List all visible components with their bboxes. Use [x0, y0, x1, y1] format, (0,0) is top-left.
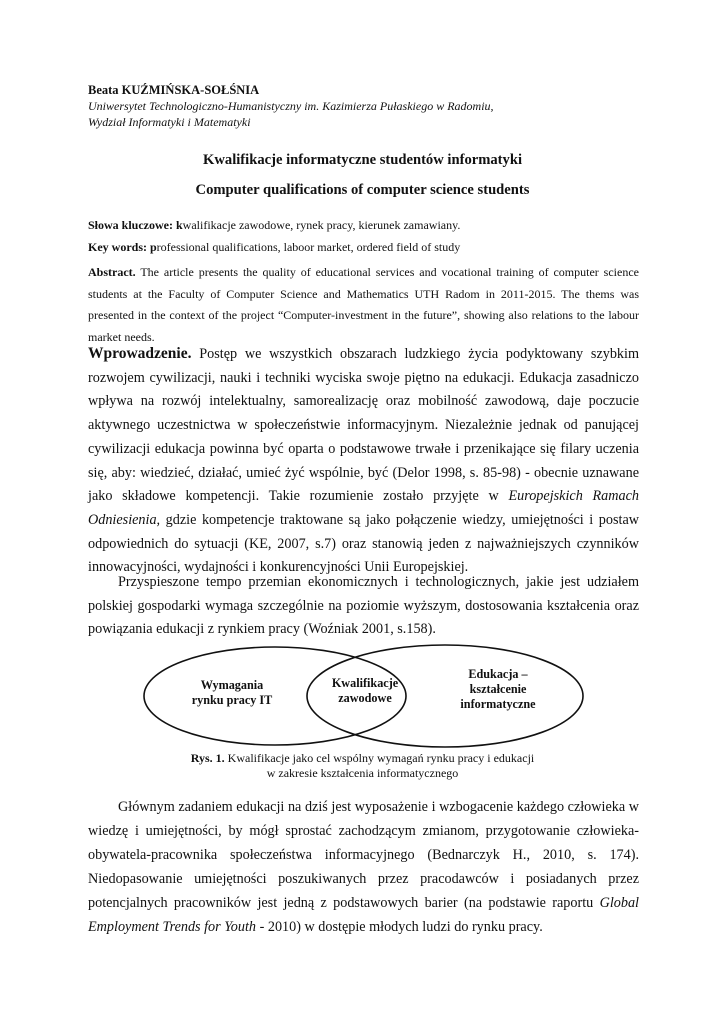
title-polish: Kwalifikacje informatyczne studentów informatyki: [203, 152, 522, 168]
paragraph-3: [88, 795, 639, 939]
paragraph-3-italic-ref: Global Employment Trends for Youth: [88, 895, 639, 935]
introduction-text-b: gdzie kompetencje traktowane są jako połączenie wiedzy, umiejętności i postaw odpowiednich do sytuacji (KE, 2007, s.7) oraz stanowią jeden z najważniejszych czynników innowacyjności, wydajności i konkurencyjności Unii Europejskiej.: [88, 511, 639, 576]
paragraph-2: Przyspieszone tempo przemian ekonomicznych i technologicznych, jakie jest udziałem polskiej gospodarki wymaga szczególnie na poziomie wyższym, dostosowania kształcenia oraz powiązania edukacji z rynkiem pracy (Woźniak 2001, s.158).: [88, 574, 639, 638]
author-name: Beata KUŹMIŃSKA-SOŁŚNIA: [88, 83, 260, 97]
venn-diagram: [140, 644, 590, 748]
keywords-polish: [88, 218, 460, 233]
figure-caption: [0, 751, 725, 781]
keywords-english-text: rofessional qualifications, laboor market, ordered field of study: [156, 240, 461, 254]
keywords-english-label: Key words: p: [88, 240, 157, 254]
introduction-text-a: Postęp we wszystkich obszarach ludzkiego życia podyktowany szybkim rozwojem cywilizacji, nauki i techniki wyciska swoje piętno na edukacji. Edukacja zasadniczo wpływa na rozwój intelektualny, samorealizację oraz mobilność zawodową, daje poczucie aktywnego uczestnictwa w społeczeństwie informacyjnym. Niezależnie jednak od panującej cywilizacji edukacja powinna być oparta o podstawowe trwałe i przenikające się filary uczenia się, aby: wiedzieć, działać, umieć żyć wspólnie, być (Delor 1998, s. 85-98) - obecnie uznawane jako składowe kompetencji. Takie rozumienie zostało przyjęte w: [88, 346, 639, 505]
abstract-text: The article presents the quality of educational services and vocational training of computer science students at the Faculty of Computer Science and Mathematics UTH Radom in 2011-2015. The thems was presented in the context of the project “Computer-investment in the future”, showing also relations to the labour market needs.: [88, 265, 639, 344]
venn-center-label-1: Kwalifikacje: [331, 676, 399, 690]
venn-center-label-2: zawodowe: [338, 691, 392, 705]
caption-label: Rys. 1.: [190, 751, 225, 765]
abstract-label: Abstract.: [88, 265, 136, 279]
affiliation: [88, 99, 494, 130]
introduction-paragraph: [88, 342, 639, 580]
venn-right-label-3: informatyczne: [460, 697, 536, 711]
keywords-polish-text: walifikacje zawodowe, rynek pracy, kierunek zamawiany.: [182, 218, 461, 232]
venn-right-label-1: Edukacja –: [468, 667, 528, 681]
venn-left-label-2: rynku pracy IT: [191, 693, 273, 707]
paragraph-3-text-b: - 2010) w dostępie młodych ludzi do rynku pracy.: [256, 919, 543, 935]
keywords-english: [88, 240, 460, 255]
affiliation-faculty: Wydział Informatyki i Matematyki: [88, 114, 251, 129]
keywords-polish-label: Słowa kluczowe: k: [88, 218, 183, 232]
caption-line-2: w zakresie kształcenia informatycznego: [266, 766, 459, 780]
venn-left-label-1: Wymagania: [200, 678, 264, 692]
introduction-italic-ref: Europejskich Ramach Odniesienia,: [88, 488, 639, 528]
introduction-label: Wprowadzenie.: [88, 345, 192, 362]
abstract: [88, 262, 639, 348]
title-english: Computer qualifications of computer science students: [195, 182, 530, 198]
caption-line-1: Kwalifikacje jako cel wspólny wymagań rynku pracy i edukacji: [224, 751, 535, 765]
paragraph-3-text-a: Głównym zadaniem edukacji na dziś jest wyposażenie i wzbogacenie każdego człowieka w wiedzę i umiejętności, by mógł sprostać zachodzącym zmianom, przygotowanie człowieka-obywatela-pracownika społeczeństwa informacyjnego (Bednarczyk H., 2010, s. 174). Niedopasowanie umiejętności poszukiwanych przez pracodawców i posiadanych przez potencjalnych pracowników jest jedną z podstawowych barier (na podstawie raportu: [88, 799, 639, 911]
affiliation-university: Uniwersytet Technologiczno-Humanistyczny im. Kazimierza Pułaskiego w Radomiu,: [88, 99, 494, 113]
venn-right-label-2: kształcenie: [469, 682, 527, 696]
